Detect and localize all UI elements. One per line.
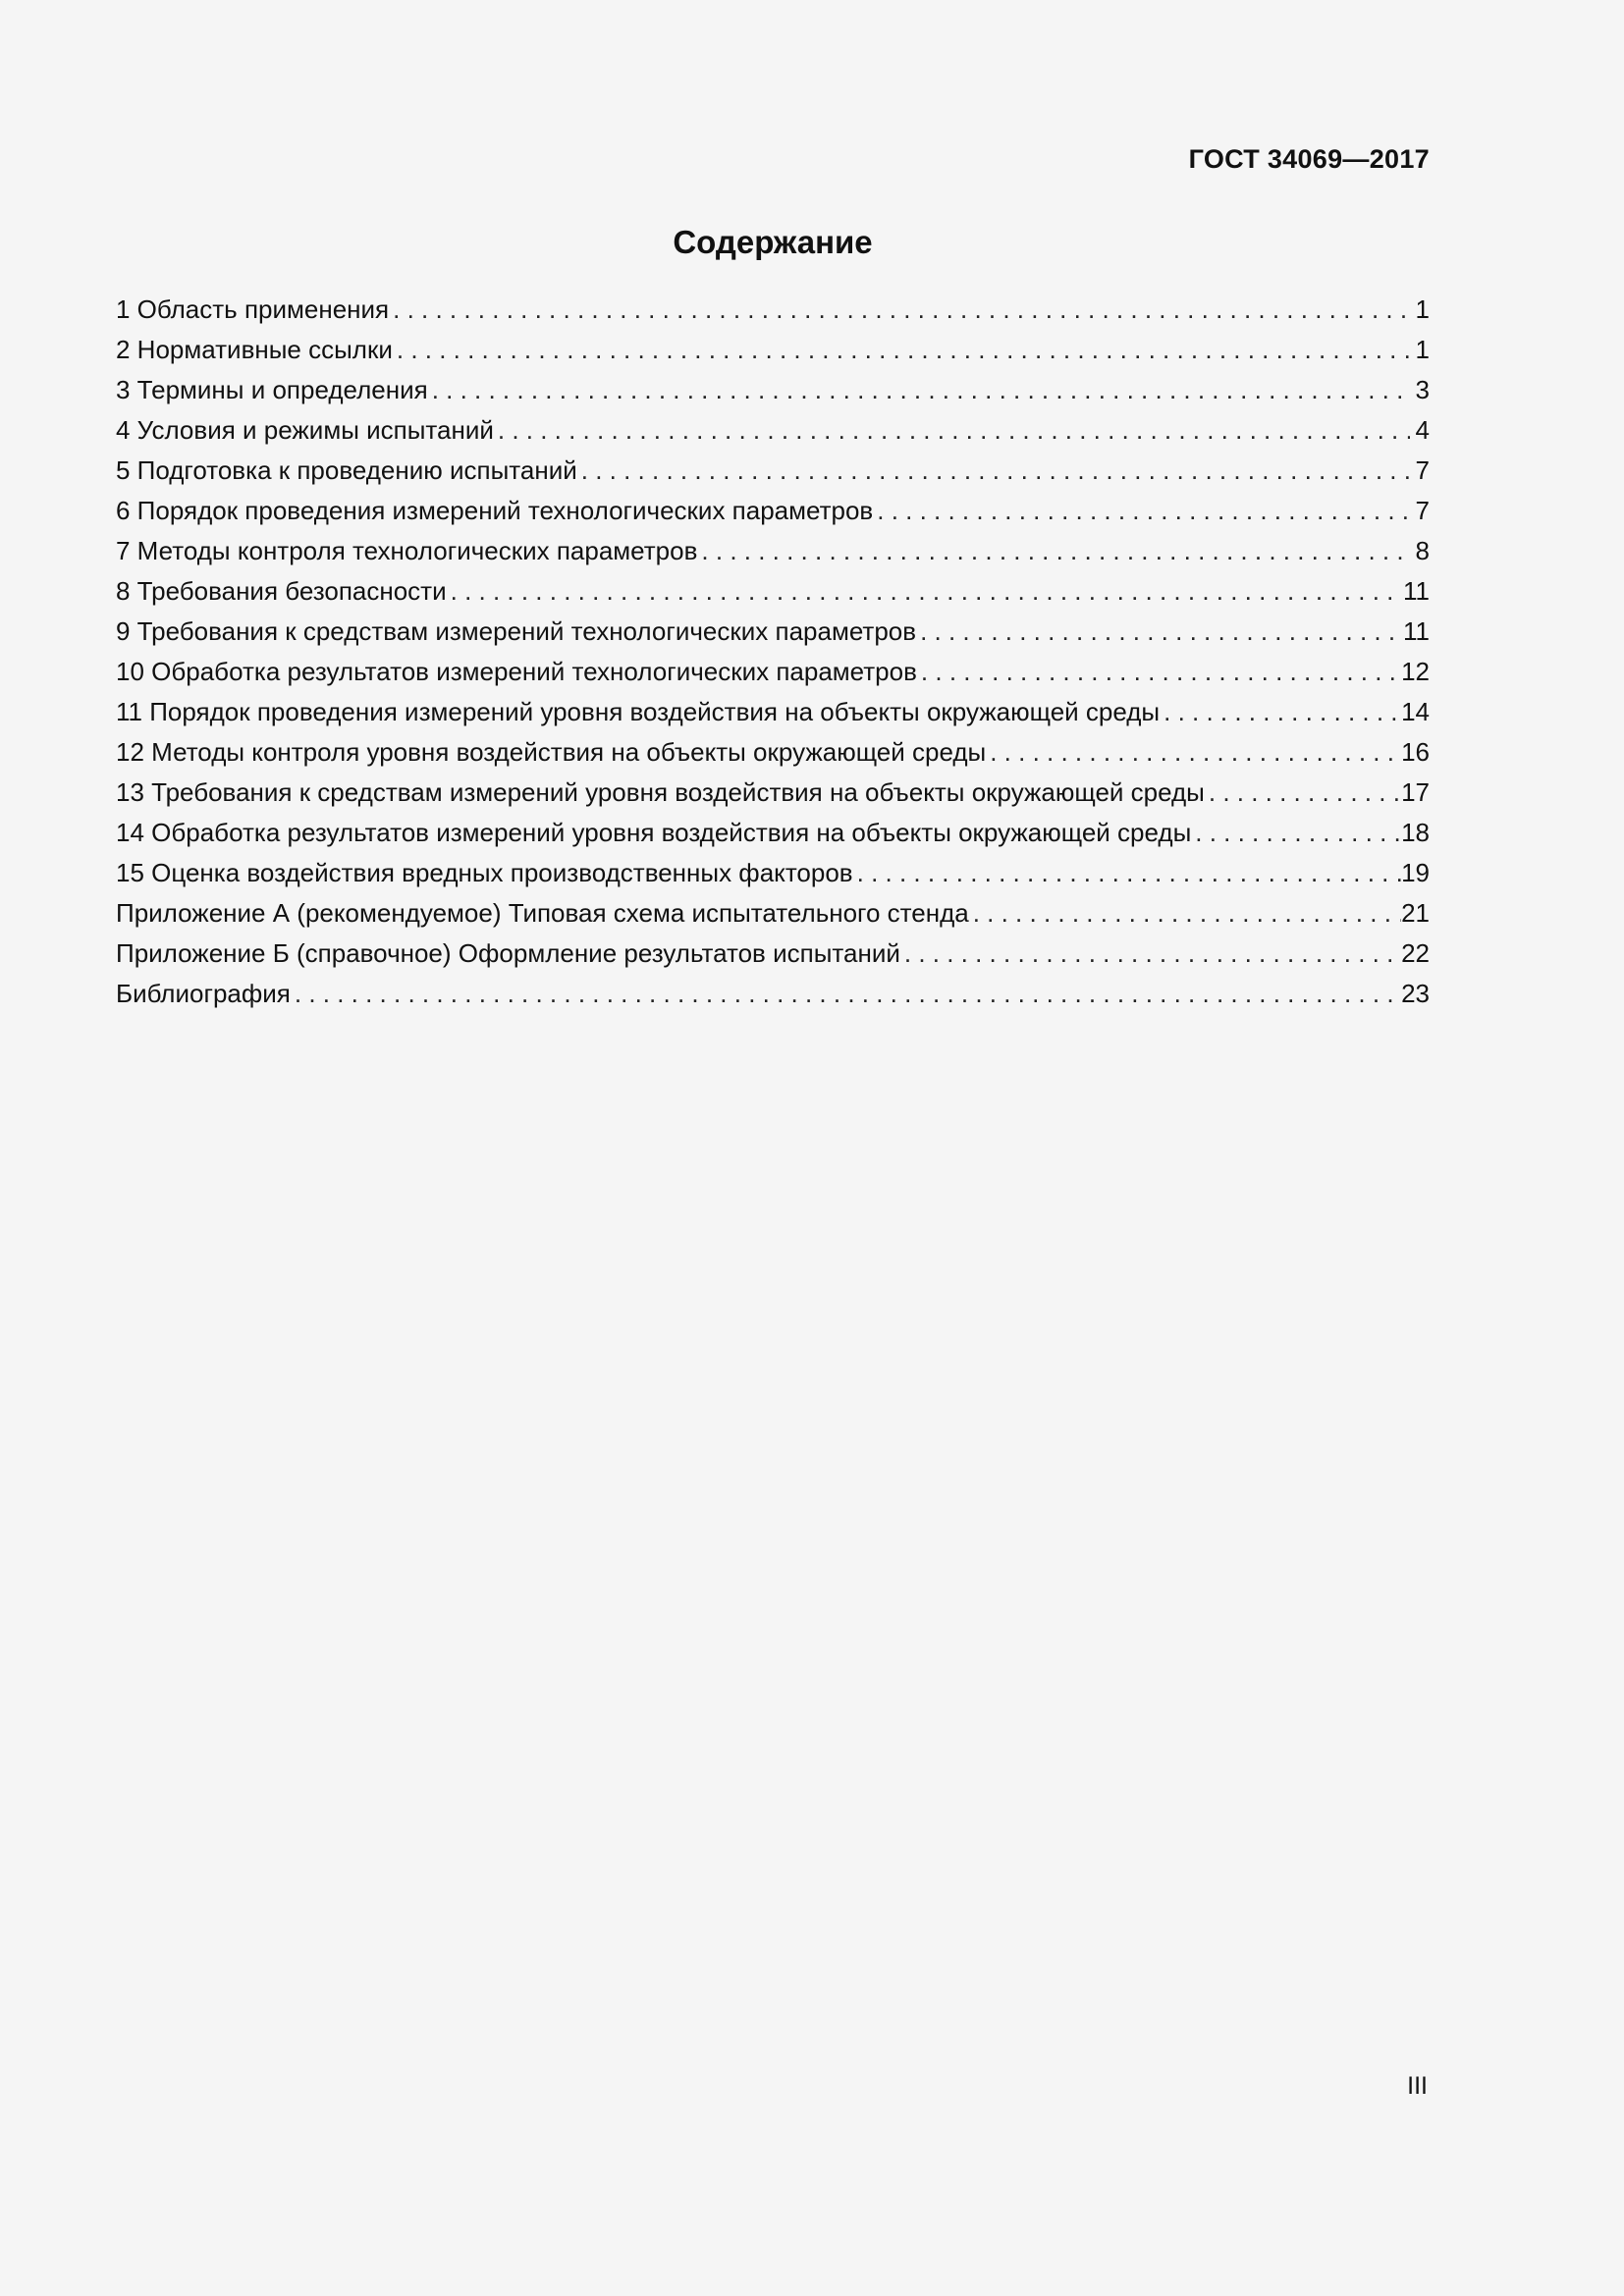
toc-entry-title: 12 Методы контроля уровня воздействия на объекты окружающей среды bbox=[116, 737, 987, 767]
toc-entry-page: 18 bbox=[1401, 818, 1430, 847]
toc-entry-title: Библиография bbox=[116, 979, 291, 1008]
document-code-header: ГОСТ 34069—2017 bbox=[1188, 144, 1430, 174]
toc-entry-page: 17 bbox=[1401, 777, 1430, 807]
toc-entry[interactable] bbox=[116, 974, 1430, 1014]
toc-title: Содержание bbox=[673, 224, 873, 260]
toc-entry-page: 1 bbox=[1415, 294, 1430, 324]
toc-dot-leader bbox=[291, 974, 1401, 1014]
page-number: III bbox=[1407, 2072, 1428, 2100]
toc-entry[interactable] bbox=[116, 652, 1430, 692]
toc-entry-title: Приложение Б (справочное) Оформление результатов испытаний bbox=[116, 938, 900, 968]
toc-entry[interactable] bbox=[116, 370, 1430, 410]
toc-entry[interactable] bbox=[116, 813, 1430, 853]
toc-dot-leader bbox=[916, 612, 1403, 652]
toc-entry[interactable] bbox=[116, 692, 1430, 732]
toc-entry-title: 7 Методы контроля технологических параметров bbox=[116, 536, 698, 565]
toc-entry-page: 1 bbox=[1415, 335, 1430, 364]
toc-entry-page: 16 bbox=[1401, 737, 1430, 767]
toc-entry[interactable] bbox=[116, 330, 1430, 370]
toc-entry-title: 6 Порядок проведения измерений технологических параметров bbox=[116, 496, 874, 525]
toc-entry[interactable] bbox=[116, 290, 1430, 330]
toc-entry[interactable] bbox=[116, 491, 1430, 531]
toc-entry-title: 8 Требования безопасности bbox=[116, 576, 447, 606]
toc-entry-title: 11 Порядок проведения измерений уровня воздействия на объекты окружающей среды bbox=[116, 697, 1161, 726]
toc-dot-leader bbox=[853, 853, 1401, 893]
toc-entry[interactable] bbox=[116, 853, 1430, 893]
toc-entry-page: 7 bbox=[1415, 496, 1430, 525]
toc-entry-title: 3 Термины и определения bbox=[116, 375, 428, 404]
toc-entry-title: 10 Обработка результатов измерений технологических параметров bbox=[116, 657, 917, 686]
toc-entry-title: 1 Область применения bbox=[116, 294, 390, 324]
toc-entry-page: 14 bbox=[1401, 697, 1430, 726]
toc-entry-page: 3 bbox=[1415, 375, 1430, 404]
toc-entry-title: 9 Требования к средствам измерений технологических параметров bbox=[116, 616, 917, 646]
toc-dot-leader bbox=[447, 571, 1403, 612]
toc-entry-page: 23 bbox=[1401, 979, 1430, 1008]
toc-entry[interactable] bbox=[116, 732, 1430, 773]
toc-dot-leader bbox=[969, 893, 1401, 934]
toc-entry-page: 22 bbox=[1401, 938, 1430, 968]
toc-entry[interactable] bbox=[116, 773, 1430, 813]
toc-entry-page: 19 bbox=[1401, 858, 1430, 887]
toc-entry-page: 8 bbox=[1415, 536, 1430, 565]
toc-dot-leader bbox=[389, 290, 1410, 330]
toc-entry-page: 7 bbox=[1415, 455, 1430, 485]
toc-entry[interactable] bbox=[116, 612, 1430, 652]
toc-dot-leader bbox=[1160, 692, 1401, 732]
toc-entry-page: 12 bbox=[1401, 657, 1430, 686]
toc-entry-page: 21 bbox=[1401, 898, 1430, 928]
toc-entry-title: 14 Обработка результатов измерений уровня воздействия на объекты окружающей среды bbox=[116, 818, 1192, 847]
toc-dot-leader bbox=[697, 531, 1410, 571]
toc-entry[interactable] bbox=[116, 934, 1430, 974]
toc-entry-title: 13 Требования к средствам измерений уровня воздействия на объекты окружающей среды bbox=[116, 777, 1205, 807]
toc-dot-leader bbox=[393, 330, 1410, 370]
toc-dot-leader bbox=[494, 410, 1410, 451]
toc-entry[interactable] bbox=[116, 410, 1430, 451]
table-of-contents bbox=[116, 290, 1430, 1014]
toc-entry-page: 11 bbox=[1403, 616, 1430, 646]
toc-entry[interactable] bbox=[116, 531, 1430, 571]
toc-entry-title: 15 Оценка воздействия вредных производственных факторов bbox=[116, 858, 853, 887]
toc-dot-leader bbox=[900, 934, 1401, 974]
toc-dot-leader bbox=[428, 370, 1410, 410]
toc-dot-leader bbox=[577, 451, 1410, 491]
toc-dot-leader bbox=[917, 652, 1401, 692]
toc-entry-page: 4 bbox=[1415, 415, 1430, 445]
toc-dot-leader bbox=[1205, 773, 1401, 813]
toc-entry-title: 2 Нормативные ссылки bbox=[116, 335, 393, 364]
toc-entry[interactable] bbox=[116, 451, 1430, 491]
toc-entry-page: 11 bbox=[1403, 576, 1430, 606]
toc-entry[interactable] bbox=[116, 893, 1430, 934]
toc-entry-title: 4 Условия и режимы испытаний bbox=[116, 415, 494, 445]
toc-entry[interactable] bbox=[116, 571, 1430, 612]
toc-entry-title: 5 Подготовка к проведению испытаний bbox=[116, 455, 577, 485]
toc-dot-leader bbox=[873, 491, 1410, 531]
toc-dot-leader bbox=[1191, 813, 1401, 853]
toc-dot-leader bbox=[986, 732, 1401, 773]
toc-entry-title: Приложение А (рекомендуемое) Типовая схема испытательного стенда bbox=[116, 898, 969, 928]
